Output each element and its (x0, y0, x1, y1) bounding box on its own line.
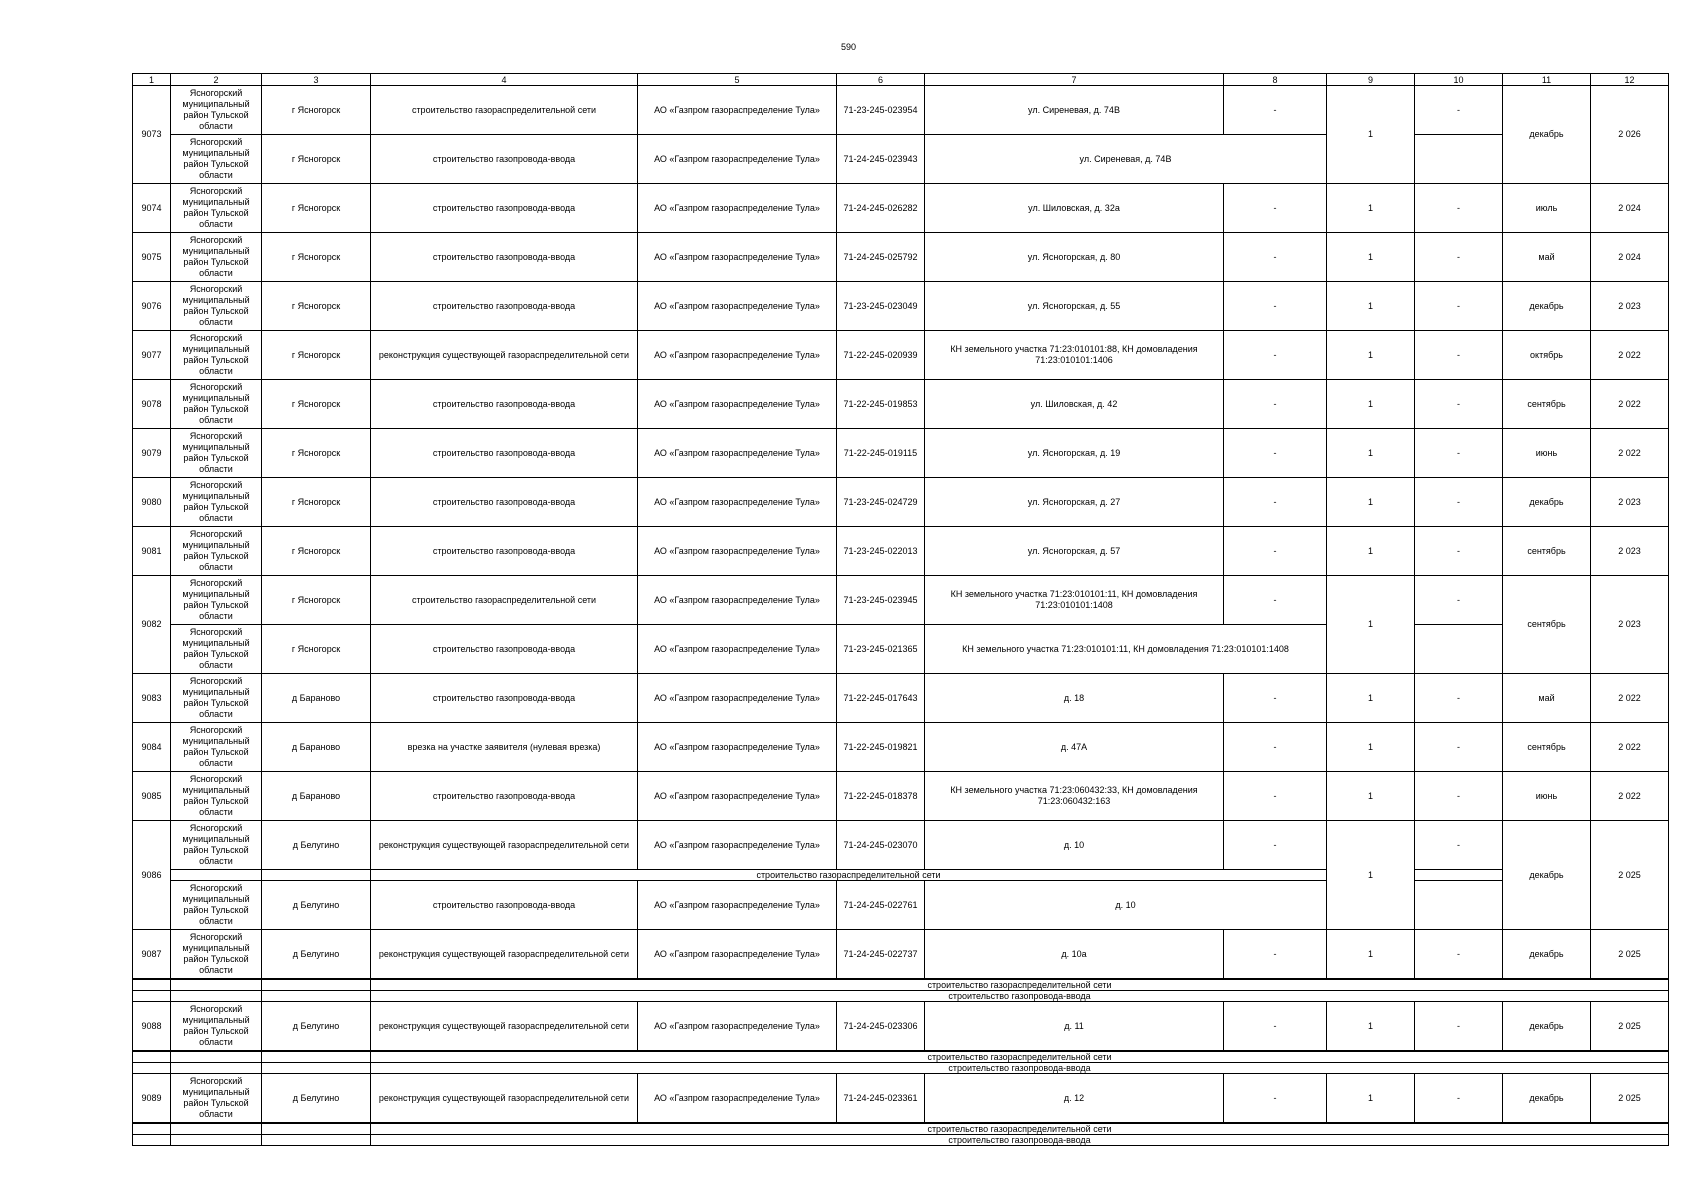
year-cell: 2 023 (1591, 478, 1669, 527)
locality-cell: г Ясногорск (262, 282, 371, 331)
col10-cell: - (1415, 930, 1503, 980)
col8-cell: - (1224, 233, 1327, 282)
col10-cell: - (1415, 86, 1503, 135)
address-cell: д. 10 (925, 821, 1224, 870)
district-cell: Ясногорский муниципальный район Тульской области (171, 86, 262, 135)
col-header-6: 6 (837, 74, 925, 86)
code-cell: 71-22-245-017643 (837, 674, 925, 723)
year-cell: 2 022 (1591, 772, 1669, 821)
row-id: 9081 (133, 527, 171, 576)
row-id: 9076 (133, 282, 171, 331)
operator-cell: АО «Газпром газораспределение Тула» (638, 772, 837, 821)
table-row (133, 380, 1669, 429)
district-cell: Ясногорский муниципальный район Тульской области (171, 282, 262, 331)
district-cell: Ясногорский муниципальный район Тульской области (171, 821, 262, 870)
locality-cell: д Белугино (262, 821, 371, 870)
year-cell: 2 023 (1591, 282, 1669, 331)
month-cell: сентябрь (1503, 527, 1591, 576)
code-cell: 71-22-245-018378 (837, 772, 925, 821)
sub-line-text: строительство газораспределительной сети (371, 1123, 1669, 1135)
district-cell: Ясногорский муниципальный район Тульской области (171, 625, 262, 674)
sub-line-row (133, 991, 1669, 1002)
work-cell: реконструкция существующей газораспределительной сети (371, 1002, 638, 1052)
month-cell: декабрь (1503, 478, 1591, 527)
work-cell: строительство газопровода-ввода (371, 674, 638, 723)
col-header-8: 8 (1224, 74, 1327, 86)
sub-line-row (133, 1051, 1669, 1063)
code-cell: 71-24-245-023943 (837, 135, 925, 184)
col-header-5: 5 (638, 74, 837, 86)
work-cell: строительство газопровода-ввода (371, 625, 638, 674)
locality-cell: г Ясногорск (262, 331, 371, 380)
col10-cell: - (1415, 380, 1503, 429)
empty-cell (133, 979, 171, 991)
row-id: 9073 (133, 86, 171, 184)
month-cell: сентябрь (1503, 723, 1591, 772)
col10-cell: - (1415, 233, 1503, 282)
row-id: 9079 (133, 429, 171, 478)
col-header-9: 9 (1327, 74, 1415, 86)
year-cell: 2 023 (1591, 527, 1669, 576)
col9-cell: 1 (1327, 282, 1415, 331)
col8-cell: - (1224, 576, 1327, 625)
work-cell: строительство газопровода-ввода (371, 772, 638, 821)
empty-cell (262, 1135, 371, 1146)
locality-cell: д Белугино (262, 1074, 371, 1124)
col10-cell: - (1415, 429, 1503, 478)
month-cell: декабрь (1503, 1074, 1591, 1124)
empty-cell (171, 1051, 262, 1063)
operator-cell: АО «Газпром газораспределение Тула» (638, 576, 837, 625)
code-cell: 71-24-245-026282 (837, 184, 925, 233)
col10-cell: - (1415, 331, 1503, 380)
district-cell: Ясногорский муниципальный район Тульской области (171, 1074, 262, 1124)
sub-line-text: строительство газопровода-ввода (371, 991, 1669, 1002)
work-cell: строительство газопровода-ввода (371, 881, 638, 930)
col8-cell: - (1224, 331, 1327, 380)
sub-line-text: строительство газопровода-ввода (371, 1135, 1669, 1146)
sub-line-text: строительство газораспределительной сети (371, 870, 1327, 881)
table-row (133, 821, 1669, 870)
col10-cell: - (1415, 821, 1503, 870)
empty-cell (262, 1051, 371, 1063)
month-cell: июнь (1503, 429, 1591, 478)
address-cell: ул. Сиреневая, д. 74В (925, 135, 1327, 184)
operator-cell: АО «Газпром газораспределение Тула» (638, 881, 837, 930)
empty-cell (133, 1135, 171, 1146)
code-cell: 71-24-245-023361 (837, 1074, 925, 1124)
address-cell: ул. Шиловская, д. 32а (925, 184, 1224, 233)
col9-cell: 1 (1327, 723, 1415, 772)
col9-cell: 1 (1327, 821, 1415, 930)
district-cell: Ясногорский муниципальный район Тульской области (171, 478, 262, 527)
address-cell: д. 18 (925, 674, 1224, 723)
address-cell: ул. Сиреневая, д. 74В (925, 86, 1224, 135)
col10-cell (1415, 135, 1503, 184)
code-cell: 71-22-245-020939 (837, 331, 925, 380)
district-cell: Ясногорский муниципальный район Тульской области (171, 380, 262, 429)
col8-cell: - (1224, 930, 1327, 980)
col9-cell: 1 (1327, 1002, 1415, 1052)
col-header-11: 11 (1503, 74, 1591, 86)
district-cell: Ясногорский муниципальный район Тульской области (171, 930, 262, 980)
row-id: 9083 (133, 674, 171, 723)
col9-cell: 1 (1327, 576, 1415, 674)
code-cell: 71-23-245-023049 (837, 282, 925, 331)
empty-cell (133, 1063, 171, 1074)
table-row (133, 282, 1669, 331)
col9-cell: 1 (1327, 184, 1415, 233)
year-cell: 2 022 (1591, 380, 1669, 429)
col9-cell: 1 (1327, 233, 1415, 282)
code-cell: 71-23-245-022013 (837, 527, 925, 576)
code-cell: 71-22-245-019821 (837, 723, 925, 772)
operator-cell: АО «Газпром газораспределение Тула» (638, 86, 837, 135)
code-cell: 71-23-245-023954 (837, 86, 925, 135)
code-cell: 71-23-245-023945 (837, 576, 925, 625)
operator-cell: АО «Газпром газораспределение Тула» (638, 429, 837, 478)
row-id: 9086 (133, 821, 171, 930)
table-row (133, 881, 1669, 930)
table-row (133, 576, 1669, 625)
code-cell: 71-24-245-023306 (837, 1002, 925, 1052)
locality-cell: г Ясногорск (262, 576, 371, 625)
empty-cell (1415, 870, 1503, 881)
address-cell: ул. Шиловская, д. 42 (925, 380, 1224, 429)
district-cell: Ясногорский муниципальный район Тульской области (171, 881, 262, 930)
month-cell: декабрь (1503, 821, 1591, 930)
empty-cell (262, 991, 371, 1002)
col-header-2: 2 (171, 74, 262, 86)
col10-cell (1415, 625, 1503, 674)
col9-cell: 1 (1327, 478, 1415, 527)
table-row (133, 1002, 1669, 1052)
row-id: 9084 (133, 723, 171, 772)
col8-cell: - (1224, 1074, 1327, 1124)
locality-cell: г Ясногорск (262, 478, 371, 527)
locality-cell: д Белугино (262, 881, 371, 930)
col10-cell (1415, 881, 1503, 930)
operator-cell: АО «Газпром газораспределение Тула» (638, 1074, 837, 1124)
table-row (133, 135, 1669, 184)
row-id: 9080 (133, 478, 171, 527)
year-cell: 2 022 (1591, 723, 1669, 772)
gasification-table (132, 73, 1669, 1146)
code-cell: 71-24-245-023070 (837, 821, 925, 870)
work-cell: строительство газопровода-ввода (371, 135, 638, 184)
code-cell: 71-23-245-024729 (837, 478, 925, 527)
empty-cell (133, 1123, 171, 1135)
code-cell: 71-22-245-019115 (837, 429, 925, 478)
table-row (133, 478, 1669, 527)
column-header-row (133, 74, 1669, 86)
work-cell: строительство газораспределительной сети (371, 576, 638, 625)
col8-cell: - (1224, 674, 1327, 723)
district-cell: Ясногорский муниципальный район Тульской области (171, 723, 262, 772)
table-row (133, 772, 1669, 821)
year-cell: 2 023 (1591, 576, 1669, 674)
locality-cell: д Бараново (262, 772, 371, 821)
address-cell: ул. Ясногорская, д. 19 (925, 429, 1224, 478)
locality-cell: д Бараново (262, 723, 371, 772)
year-cell: 2 024 (1591, 233, 1669, 282)
col8-cell: - (1224, 723, 1327, 772)
col10-cell: - (1415, 1002, 1503, 1052)
work-cell: строительство газопровода-ввода (371, 380, 638, 429)
work-cell: строительство газопровода-ввода (371, 527, 638, 576)
work-cell: реконструкция существующей газораспределительной сети (371, 930, 638, 980)
work-cell: реконструкция существующей газораспределительной сети (371, 331, 638, 380)
district-cell: Ясногорский муниципальный район Тульской области (171, 527, 262, 576)
col10-cell: - (1415, 282, 1503, 331)
col9-cell: 1 (1327, 429, 1415, 478)
address-cell: ул. Ясногорская, д. 57 (925, 527, 1224, 576)
col-header-12: 12 (1591, 74, 1669, 86)
empty-cell (171, 1123, 262, 1135)
operator-cell: АО «Газпром газораспределение Тула» (638, 380, 837, 429)
sub-line-text: строительство газораспределительной сети (371, 979, 1669, 991)
col10-cell: - (1415, 723, 1503, 772)
address-cell: д. 10а (925, 930, 1224, 980)
col8-cell: - (1224, 821, 1327, 870)
month-cell: сентябрь (1503, 576, 1591, 674)
year-cell: 2 026 (1591, 86, 1669, 184)
col-header-7: 7 (925, 74, 1224, 86)
locality-cell: г Ясногорск (262, 527, 371, 576)
locality-cell: д Белугино (262, 1002, 371, 1052)
empty-cell (171, 870, 262, 881)
year-cell: 2 025 (1591, 930, 1669, 980)
code-cell: 71-24-245-022761 (837, 881, 925, 930)
empty-cell (133, 1051, 171, 1063)
operator-cell: АО «Газпром газораспределение Тула» (638, 184, 837, 233)
col9-cell: 1 (1327, 1074, 1415, 1124)
locality-cell: г Ясногорск (262, 380, 371, 429)
sub-line-row (133, 870, 1669, 881)
address-cell: ул. Ясногорская, д. 27 (925, 478, 1224, 527)
operator-cell: АО «Газпром газораспределение Тула» (638, 478, 837, 527)
month-cell: октябрь (1503, 331, 1591, 380)
col-header-10: 10 (1415, 74, 1503, 86)
code-cell: 71-24-245-025792 (837, 233, 925, 282)
table-row (133, 331, 1669, 380)
col8-cell: - (1224, 380, 1327, 429)
col9-cell: 1 (1327, 86, 1415, 184)
work-cell: строительство газопровода-ввода (371, 478, 638, 527)
table-row (133, 184, 1669, 233)
row-id: 9077 (133, 331, 171, 380)
col10-cell: - (1415, 674, 1503, 723)
table-row (133, 233, 1669, 282)
district-cell: Ясногорский муниципальный район Тульской области (171, 772, 262, 821)
address-cell: д. 47А (925, 723, 1224, 772)
page-number: 590 (840, 42, 857, 52)
operator-cell: АО «Газпром газораспределение Тула» (638, 821, 837, 870)
col10-cell: - (1415, 1074, 1503, 1124)
year-cell: 2 025 (1591, 1002, 1669, 1052)
col10-cell: - (1415, 576, 1503, 625)
col9-cell: 1 (1327, 674, 1415, 723)
empty-cell (262, 1123, 371, 1135)
col9-cell: 1 (1327, 772, 1415, 821)
operator-cell: АО «Газпром газораспределение Тула» (638, 527, 837, 576)
empty-cell (262, 979, 371, 991)
col8-cell: - (1224, 184, 1327, 233)
col8-cell: - (1224, 282, 1327, 331)
col8-cell: - (1224, 478, 1327, 527)
col9-cell: 1 (1327, 380, 1415, 429)
col-header-4: 4 (371, 74, 638, 86)
address-cell: д. 12 (925, 1074, 1224, 1124)
district-cell: Ясногорский муниципальный район Тульской области (171, 576, 262, 625)
sub-line-text: строительство газораспределительной сети (371, 1051, 1669, 1063)
code-cell: 71-24-245-022737 (837, 930, 925, 980)
year-cell: 2 025 (1591, 821, 1669, 930)
table-row (133, 723, 1669, 772)
operator-cell: АО «Газпром газораспределение Тула» (638, 233, 837, 282)
row-id: 9078 (133, 380, 171, 429)
col8-cell: - (1224, 527, 1327, 576)
operator-cell: АО «Газпром газораспределение Тула» (638, 723, 837, 772)
month-cell: май (1503, 233, 1591, 282)
work-cell: строительство газопровода-ввода (371, 184, 638, 233)
row-id: 9088 (133, 1002, 171, 1052)
month-cell: июнь (1503, 772, 1591, 821)
empty-cell (171, 1135, 262, 1146)
year-cell: 2 022 (1591, 331, 1669, 380)
operator-cell: АО «Газпром газораспределение Тула» (638, 625, 837, 674)
row-id: 9075 (133, 233, 171, 282)
sub-line-row (133, 1123, 1669, 1135)
col8-cell: - (1224, 1002, 1327, 1052)
operator-cell: АО «Газпром газораспределение Тула» (638, 1002, 837, 1052)
sub-line-row (133, 979, 1669, 991)
address-cell: ул. Ясногорская, д. 80 (925, 233, 1224, 282)
locality-cell: г Ясногорск (262, 625, 371, 674)
year-cell: 2 024 (1591, 184, 1669, 233)
col9-cell: 1 (1327, 331, 1415, 380)
operator-cell: АО «Газпром газораспределение Тула» (638, 135, 837, 184)
work-cell: реконструкция существующей газораспределительной сети (371, 1074, 638, 1124)
work-cell: врезка на участке заявителя (нулевая врезка) (371, 723, 638, 772)
col10-cell: - (1415, 772, 1503, 821)
col-header-3: 3 (262, 74, 371, 86)
code-cell: 71-23-245-021365 (837, 625, 925, 674)
table-row (133, 527, 1669, 576)
table-row (133, 625, 1669, 674)
district-cell: Ясногорский муниципальный район Тульской области (171, 331, 262, 380)
empty-cell (171, 1063, 262, 1074)
work-cell: строительство газопровода-ввода (371, 282, 638, 331)
month-cell: декабрь (1503, 930, 1591, 980)
month-cell: май (1503, 674, 1591, 723)
row-id: 9082 (133, 576, 171, 674)
col8-cell: - (1224, 86, 1327, 135)
district-cell: Ясногорский муниципальный район Тульской области (171, 184, 262, 233)
col10-cell: - (1415, 527, 1503, 576)
district-cell: Ясногорский муниципальный район Тульской области (171, 233, 262, 282)
address-cell: д. 10 (925, 881, 1327, 930)
row-id: 9089 (133, 1074, 171, 1124)
operator-cell: АО «Газпром газораспределение Тула» (638, 282, 837, 331)
col9-cell: 1 (1327, 930, 1415, 980)
row-id: 9074 (133, 184, 171, 233)
district-cell: Ясногорский муниципальный район Тульской области (171, 429, 262, 478)
month-cell: декабрь (1503, 1002, 1591, 1052)
locality-cell: г Ясногорск (262, 86, 371, 135)
col10-cell: - (1415, 478, 1503, 527)
address-cell: ул. Ясногорская, д. 55 (925, 282, 1224, 331)
empty-cell (133, 991, 171, 1002)
sub-line-row (133, 1135, 1669, 1146)
row-id: 9085 (133, 772, 171, 821)
col10-cell: - (1415, 184, 1503, 233)
locality-cell: г Ясногорск (262, 233, 371, 282)
address-cell: КН земельного участка 71:23:010101:88, КН домовладения 71:23:010101:1406 (925, 331, 1224, 380)
operator-cell: АО «Газпром газораспределение Тула» (638, 930, 837, 980)
col-header-1: 1 (133, 74, 171, 86)
table-row (133, 429, 1669, 478)
table-row (133, 674, 1669, 723)
locality-cell: д Белугино (262, 930, 371, 980)
work-cell: строительство газораспределительной сети (371, 86, 638, 135)
sub-line-text: строительство газопровода-ввода (371, 1063, 1669, 1074)
operator-cell: АО «Газпром газораспределение Тула» (638, 674, 837, 723)
locality-cell: г Ясногорск (262, 429, 371, 478)
year-cell: 2 022 (1591, 674, 1669, 723)
work-cell: реконструкция существующей газораспределительной сети (371, 821, 638, 870)
empty-cell (262, 1063, 371, 1074)
month-cell: декабрь (1503, 282, 1591, 331)
year-cell: 2 022 (1591, 429, 1669, 478)
district-cell: Ясногорский муниципальный район Тульской области (171, 135, 262, 184)
month-cell: июль (1503, 184, 1591, 233)
locality-cell: г Ясногорск (262, 135, 371, 184)
table-row (133, 930, 1669, 980)
month-cell: декабрь (1503, 86, 1591, 184)
district-cell: Ясногорский муниципальный район Тульской области (171, 1002, 262, 1052)
address-cell: КН земельного участка 71:23:010101:11, КН домовладения 71:23:010101:1408 (925, 576, 1224, 625)
address-cell: КН земельного участка 71:23:010101:11, КН домовладения 71:23:010101:1408 (925, 625, 1327, 674)
work-cell: строительство газопровода-ввода (371, 429, 638, 478)
code-cell: 71-22-245-019853 (837, 380, 925, 429)
work-cell: строительство газопровода-ввода (371, 233, 638, 282)
row-id: 9087 (133, 930, 171, 980)
sub-line-row (133, 1063, 1669, 1074)
locality-cell: д Бараново (262, 674, 371, 723)
locality-cell: г Ясногорск (262, 184, 371, 233)
address-cell: КН земельного участка 71:23:060432:33, КН домовладения 71:23:060432:163 (925, 772, 1224, 821)
operator-cell: АО «Газпром газораспределение Тула» (638, 331, 837, 380)
table-row (133, 1074, 1669, 1124)
empty-cell (171, 979, 262, 991)
year-cell: 2 025 (1591, 1074, 1669, 1124)
district-cell: Ясногорский муниципальный район Тульской области (171, 674, 262, 723)
address-cell: д. 11 (925, 1002, 1224, 1052)
month-cell: сентябрь (1503, 380, 1591, 429)
empty-cell (262, 870, 371, 881)
col8-cell: - (1224, 429, 1327, 478)
empty-cell (171, 991, 262, 1002)
col9-cell: 1 (1327, 527, 1415, 576)
table-row (133, 86, 1669, 135)
col8-cell: - (1224, 772, 1327, 821)
